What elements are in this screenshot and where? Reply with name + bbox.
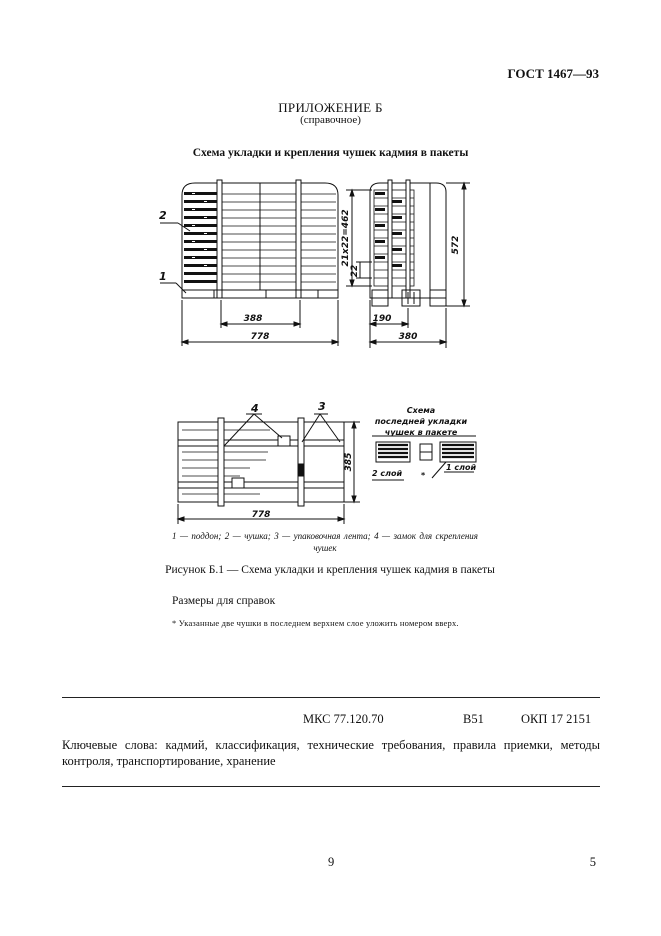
inset-title-2: последней укладки xyxy=(374,417,468,426)
top-rule xyxy=(62,697,600,698)
dim-385: 385 xyxy=(344,452,354,472)
callout-3: 3 xyxy=(318,400,326,413)
inset-star: * xyxy=(421,471,426,480)
dim-778-top: 778 xyxy=(251,510,271,520)
inset-layer-1: 1 слой xyxy=(446,463,477,472)
dim-22: 22 xyxy=(350,264,360,278)
dim-572: 572 xyxy=(451,235,461,255)
figure-caption: Рисунок Б.1 — Схема укладки и крепления чушек кадмия в пакеты xyxy=(165,564,495,576)
inset-title-1: Схема xyxy=(406,406,436,415)
inset-title-3: чушек в пакете xyxy=(384,428,458,437)
okp-code: ОКП 17 2151 xyxy=(521,712,592,726)
callout-2: 2 xyxy=(159,209,167,222)
page-number-right: 5 xyxy=(589,855,596,869)
footnote: * Указанные две чушки в последнем верхнем слое уложить номером вверх. xyxy=(172,618,459,628)
appendix-title: ПРИЛОЖЕНИЕ Б xyxy=(278,100,383,115)
mks-code: МКС 77.120.70 xyxy=(303,712,384,726)
dim-190: 190 xyxy=(372,314,392,324)
appendix-subtitle: (справочное) xyxy=(300,114,361,126)
callout-1: 1 xyxy=(159,270,167,283)
side-view xyxy=(346,180,470,348)
note-title: Размеры для справок xyxy=(172,595,276,607)
page-number-center: 9 xyxy=(328,855,335,869)
figure-legend: 1 — поддон; 2 — чушка; 3 — упаковочная лента; 4 — замок для скрепления чушек xyxy=(172,531,478,553)
keywords: Ключевые слова: кадмий, классификация, технические требования, правила приемки, методы контроля, транспортирование, хранение xyxy=(62,738,600,768)
bottom-rule xyxy=(62,786,600,787)
dim-778: 778 xyxy=(250,332,270,342)
dim-380: 380 xyxy=(398,332,418,342)
inset-layer-2: 2 слой xyxy=(372,469,403,478)
callout-4: 4 xyxy=(251,402,259,415)
standard-number: ГОСТ 1467—93 xyxy=(507,66,599,81)
group-code: В51 xyxy=(463,712,484,726)
dim-21x22: 21х22=462 xyxy=(341,209,351,267)
scheme-title: Схема укладки и крепления чушек кадмия в пакеты xyxy=(192,147,469,159)
top-view xyxy=(178,414,360,524)
dim-388: 388 xyxy=(243,314,263,324)
